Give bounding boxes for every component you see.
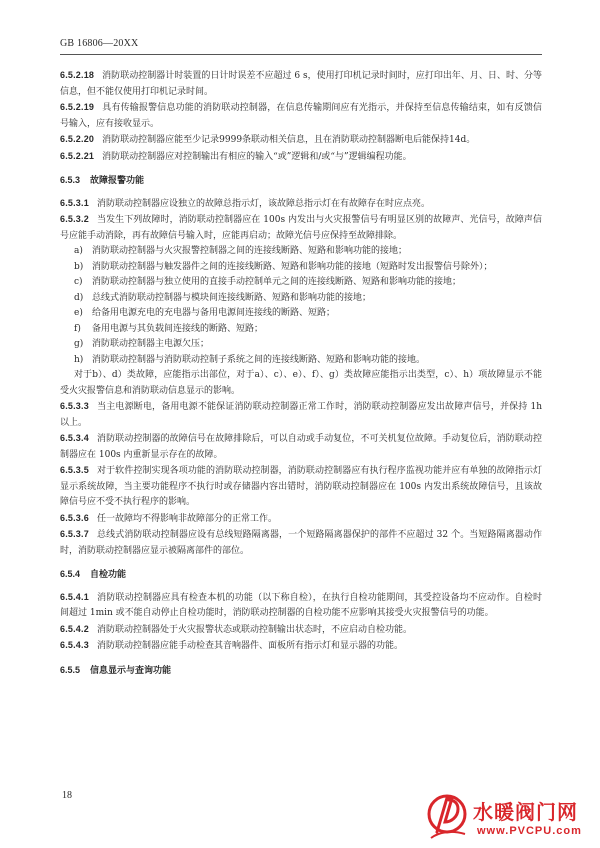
list-item-f [60, 322, 542, 338]
clause-text: 消防联动控制器应具有检查本机的功能（以下称自检），在执行自检功能期间，其受控设备均不应动作。自检时间超过 1min 或不能自动停止自检功能时，消防联动控制器的自检功能不应影响其接受火灾报警信号的功能。 [60, 592, 542, 618]
section-number: 6.5.5 [60, 664, 81, 675]
list-label: d) [74, 292, 84, 303]
list-text: 消防联动控制器与触发器件之间的连接线断路、短路和影响功能的接地（短路时发出报警信号除外）； [92, 261, 493, 272]
clause-6-5-3-5 [60, 463, 542, 511]
clause-6-5-3-2 [60, 212, 542, 244]
clause-6-5-3-3 [60, 399, 542, 431]
clause-6-5-3-1 [60, 196, 542, 213]
clause-6-5-2-19 [60, 100, 542, 132]
section-heading-6-5-3 [60, 173, 542, 190]
clause-number: 6.5.4.2 [60, 623, 89, 634]
clause-number: 6.5.3.7 [60, 529, 89, 539]
clause-text: 消防联动控制器计时装置的日计时误差不应超过 6 s，使用打印机记录时间时，应打印出年、月、日、时、分等信息，但不能仅使用打印机记录时间。 [60, 71, 542, 97]
list-item-a [60, 244, 542, 260]
site-watermark [425, 792, 600, 848]
clause-text: 具有传输报警信息功能的消防联动控制器，在信息传输期间应有光指示，并保持至信息传输结束，如有反馈信号输入，应有接收显示。 [60, 103, 542, 129]
list-item-c [60, 275, 542, 291]
list-item-d [60, 291, 542, 307]
clause-number: 6.5.2.20 [60, 134, 95, 144]
clause-number: 6.5.3.5 [60, 465, 89, 475]
clause-text: 对于软件控制实现各项功能的消防联动控制器，消防联动控制器应有执行程序监视功能并应有单独的故障指示灯显示系统故障，当主要功能程序不执行时或存储器内容出错时，消防联动控制器应在 100s 内发出系统故障信号，且该故障信号应不受不执行程序的影响。 [60, 466, 542, 507]
list-item-h [60, 353, 542, 369]
clause-number: 6.5.3.4 [60, 433, 89, 443]
document-code: GB 16806—20XX [60, 38, 139, 49]
clause-6-5-3-6 [60, 511, 542, 528]
section-title: 信息显示与查询功能 [90, 665, 172, 676]
page-content [60, 68, 542, 685]
clause-text: 消防联动控制器处于火灾报警状态或联动控制输出状态时，不应启动自检功能。 [96, 624, 412, 635]
section-title: 自检功能 [90, 570, 127, 580]
clause-text: 任一故障均不得影响非故障部分的正常工作。 [96, 513, 277, 524]
clause-6-5-3-7 [60, 527, 542, 559]
list-label: g) [74, 339, 84, 349]
clause-text: 消防联动控制器应能至少记录9999条联动相关信息，且在消防联动控制器断电后能保持14d。 [102, 135, 476, 145]
list-label: b) [74, 261, 84, 272]
list-text: 消防联动控制器主电源欠压； [92, 339, 210, 349]
clause-text: 总线式消防联动控制器应设有总线短路隔离器，一个短路隔离器保护的部件不应超过 32 个。当短路隔离器动作时，消防联动控制器应显示被隔离部件的部位。 [60, 530, 542, 556]
clause-number: 6.5.4.1 [60, 591, 89, 602]
clause-number: 6.5.3.2 [60, 214, 89, 224]
page-number: 18 [62, 790, 72, 801]
clause-text: 消防联动控制器应能手动检查其音响器件、面板所有指示灯和显示器的功能。 [96, 641, 403, 651]
list-label: a) [74, 246, 83, 256]
clause-number: 6.5.3.6 [60, 512, 89, 523]
clause-number: 6.5.4.3 [60, 640, 89, 650]
list-text: 备用电源与其负载间连接线的断路、短路； [92, 323, 264, 334]
clause-number: 6.5.2.19 [60, 102, 95, 112]
section-title: 故障报警功能 [90, 176, 145, 186]
watermark-url: www.PVCPU.com [477, 825, 582, 837]
clause-6-5-4-3 [60, 638, 542, 655]
section-heading-6-5-5 [60, 663, 542, 680]
clause-6-5-2-18 [60, 68, 542, 100]
list-item-b [60, 260, 542, 276]
clause-6-5-2-20 [60, 132, 542, 149]
clause-text: 消防联动控制器应对控制输出有相应的输入“或”逻辑和/或“与”逻辑编程功能。 [102, 151, 412, 162]
clause-number: 6.5.2.18 [60, 70, 95, 80]
pipe-logo-icon [425, 792, 469, 842]
list-label: e) [74, 308, 83, 318]
clause-text: 当发生下列故障时，消防联动控制器应在 100s 内发出与火灾报警信号有明显区别的故障声、光信号，故障声信号应能手动消除，再有故障信号输入时，应能再启动；故障光信号应保持至故障排除。 [60, 215, 542, 241]
clause-number: 6.5.3.1 [60, 197, 89, 208]
list-item-e [60, 306, 542, 322]
list-text: 消防联动控制器与独立使用的直接手动控制单元之间的连接线断路、短路和影响功能的接地； [92, 277, 462, 287]
list-label: f) [74, 323, 81, 334]
clause-number: 6.5.2.21 [60, 150, 95, 161]
clause-6-5-3-4 [60, 431, 542, 463]
list-text: 给备用电源充电的充电器与备用电源间连接线的断路、短路； [92, 308, 336, 318]
list-text: 总线式消防联动控制器与模块间连接线断路、短路和影响功能的接地； [92, 292, 372, 303]
clause-number: 6.5.3.3 [60, 401, 89, 411]
watermark-site-name: 水暖阀门网 [473, 800, 578, 824]
clause-6-5-2-21 [60, 149, 542, 166]
clause-text: 当主电源断电，备用电源不能保证消防联动控制器正常工作时，消防联动控制器应发出故障声信号，并保持 1h 以上。 [60, 402, 542, 428]
list-text: 消防联动控制器与消防联动控制子系统之间的连接线断路、短路和影响功能的接地。 [92, 354, 426, 365]
clause-6-5-4-1 [60, 590, 542, 622]
clause-text: 消防联动控制器的故障信号在故障排除后，可以自动或手动复位，不可关机复位故障。手动复位后，消防联动控制器应在 100s 内重新显示存在的故障。 [60, 434, 542, 460]
clause-6-5-4-2 [60, 622, 542, 639]
list-label: h) [74, 354, 84, 365]
section-number: 6.5.3 [60, 175, 81, 185]
list-item-g [60, 337, 542, 353]
section-number: 6.5.4 [60, 569, 81, 579]
fault-type-note: 对于b）、d）类故障，应能指示出部位，对于a）、c）、e）、f）、g）类故障应能指示出类型，c）、h）项故障显示不能受火灾报警信息和消防联动信息显示的影响。 [60, 370, 542, 396]
clause-text: 消防联动控制器应设独立的故障总指示灯，该故障总指示灯在有故障存在时应点亮。 [96, 198, 430, 209]
list-label: c) [74, 277, 83, 287]
header-rule [60, 54, 542, 55]
list-text: 消防联动控制器与火灾报警控制器之间的连接线断路、短路和影响功能的接地； [92, 246, 408, 256]
section-heading-6-5-4 [60, 567, 542, 584]
